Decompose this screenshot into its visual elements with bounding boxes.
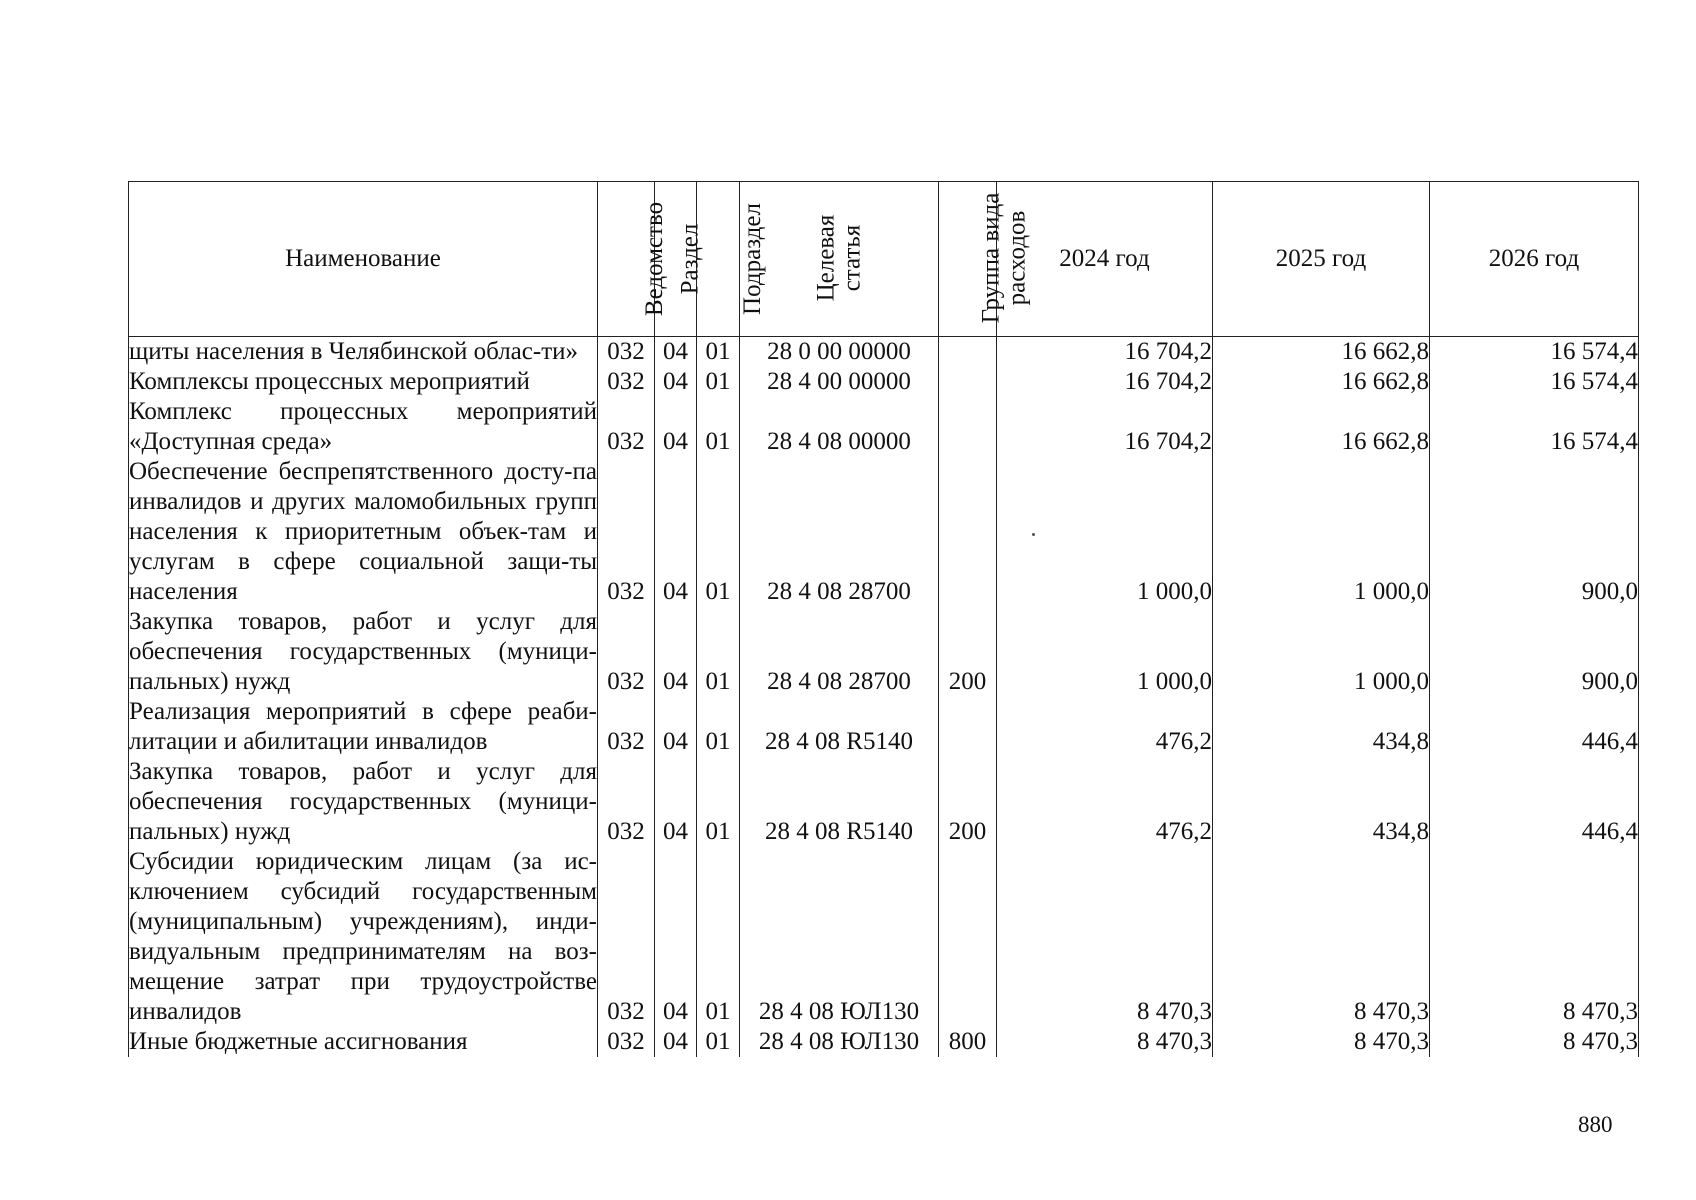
row-2025: 434,8 xyxy=(1213,697,1430,757)
row-target: 28 4 08 ЮЛ130 xyxy=(740,847,939,1027)
row-section: 04 xyxy=(655,337,697,368)
row-2026: 16 574,4 xyxy=(1430,367,1639,397)
table-row xyxy=(129,337,1639,368)
row-subsection: 01 xyxy=(697,847,740,1027)
row-group xyxy=(939,457,997,607)
page-number: 880 xyxy=(1578,1112,1613,1137)
row-2026: 446,4 xyxy=(1430,757,1639,847)
row-dept: 032 xyxy=(598,367,655,397)
row-target: 28 4 08 28700 xyxy=(740,607,939,697)
budget-table xyxy=(128,181,1639,1057)
row-section: 04 xyxy=(655,697,697,757)
row-subsection: 01 xyxy=(697,757,740,847)
table-row xyxy=(129,607,1639,697)
row-subsection: 01 xyxy=(697,697,740,757)
row-name: Субсидии юридическим лицам (за ис-ключением субсидий государственным (муниципальным) учреждениям), инди-видуальным предпринимателям на воз-мещение затрат при трудоустройстве инвалидов xyxy=(129,848,597,1025)
row-target: 28 4 08 00000 xyxy=(740,397,939,457)
row-name: Иные бюджетные ассигнования xyxy=(129,1027,598,1057)
row-2026: 8 470,3 xyxy=(1430,847,1639,1027)
row-group xyxy=(939,367,997,397)
header-target-text: Целевая статья xyxy=(811,214,865,302)
row-dept: 032 xyxy=(598,397,655,457)
table-row xyxy=(129,1027,1639,1057)
table-row xyxy=(129,847,1639,1027)
header-target xyxy=(740,182,939,337)
table-row xyxy=(129,697,1639,757)
row-dept: 032 xyxy=(598,697,655,757)
header-section: Раздел xyxy=(655,182,697,337)
row-group xyxy=(939,847,997,1027)
row-dept: 032 xyxy=(598,457,655,607)
header-row xyxy=(129,182,1639,337)
row-group: 200 xyxy=(939,757,997,847)
row-group xyxy=(939,397,997,457)
row-group: 800 xyxy=(939,1027,997,1057)
row-2026: 8 470,3 xyxy=(1430,1027,1639,1057)
header-2024: 2024 год xyxy=(997,182,1213,337)
row-section: 04 xyxy=(655,757,697,847)
row-subsection: 01 xyxy=(697,607,740,697)
row-2025: 434,8 xyxy=(1213,757,1430,847)
table-row xyxy=(129,367,1639,397)
row-name: Комплекс процессных мероприятий «Доступная среда» xyxy=(129,398,597,455)
row-2024: 1 000,0 xyxy=(997,607,1213,697)
row-2024: 1 000,0 xyxy=(997,457,1213,607)
header-2026: 2026 год xyxy=(1430,182,1639,337)
row-name: Реализация мероприятий в сфере реаби-литации и абилитации инвалидов xyxy=(129,698,597,755)
row-name: Обеспечение беспрепятственного досту-па инвалидов и других маломобильных групп населения к приоритетным объек-там и услугам в сфере социальной защи-ты населения xyxy=(129,458,597,605)
row-section: 04 xyxy=(655,1027,697,1057)
row-target: 28 4 00 00000 xyxy=(740,367,939,397)
row-name: Закупка товаров, работ и услуг для обеспечения государственных (муници-пальных) нужд xyxy=(129,758,597,845)
row-group: 200 xyxy=(939,607,997,697)
table-row xyxy=(129,457,1639,607)
row-group xyxy=(939,337,997,368)
row-subsection: 01 xyxy=(697,1027,740,1057)
row-2024: 16 704,2 xyxy=(997,337,1213,368)
row-target: 28 4 08 ЮЛ130 xyxy=(740,1027,939,1057)
row-name: щиты населения в Челябинской облас-ти» xyxy=(129,337,598,368)
row-target: 28 4 08 28700 xyxy=(740,457,939,607)
row-dept: 032 xyxy=(598,1027,655,1057)
row-2026: 16 574,4 xyxy=(1430,337,1639,368)
row-2024: 16 704,2 xyxy=(997,367,1213,397)
row-group xyxy=(939,697,997,757)
row-2025: 16 662,8 xyxy=(1213,367,1430,397)
row-subsection: 01 xyxy=(697,397,740,457)
row-section: 04 xyxy=(655,607,697,697)
row-2026: 16 574,4 xyxy=(1430,397,1639,457)
header-dept: Ведомство xyxy=(598,182,655,337)
row-dept: 032 xyxy=(598,607,655,697)
row-target: 28 4 08 R5140 xyxy=(740,757,939,847)
row-subsection: 01 xyxy=(697,337,740,368)
row-2025: 16 662,8 xyxy=(1213,397,1430,457)
row-section: 04 xyxy=(655,457,697,607)
row-target: 28 4 08 R5140 xyxy=(740,697,939,757)
row-2024: 16 704,2 xyxy=(997,397,1213,457)
row-2024: 476,2 xyxy=(997,757,1213,847)
row-2024: 8 470,3 xyxy=(997,847,1213,1027)
row-dept: 032 xyxy=(598,337,655,368)
header-group xyxy=(939,182,1031,337)
row-2025: 1 000,0 xyxy=(1213,607,1430,697)
header-subsection: Подраздел xyxy=(697,182,740,337)
row-subsection: 01 xyxy=(697,457,740,607)
row-2025: 8 470,3 xyxy=(1213,847,1430,1027)
row-section: 04 xyxy=(655,847,697,1027)
table-row xyxy=(129,757,1639,847)
row-subsection: 01 xyxy=(697,367,740,397)
row-name: Комплексы процессных мероприятий xyxy=(129,367,598,397)
row-2026: 900,0 xyxy=(1430,607,1639,697)
row-target: 28 0 00 00000 xyxy=(740,337,939,368)
header-name: Наименование xyxy=(129,182,598,337)
row-2026: 446,4 xyxy=(1430,697,1639,757)
row-name: Закупка товаров, работ и услуг для обеспечения государственных (муници-пальных) нужд xyxy=(129,608,597,695)
row-2025: 8 470,3 xyxy=(1213,1027,1430,1057)
row-2025: 1 000,0 xyxy=(1213,457,1430,607)
row-2025: 16 662,8 xyxy=(1213,337,1430,368)
row-dept: 032 xyxy=(598,757,655,847)
header-2025: 2025 год xyxy=(1213,182,1430,337)
row-dept: 032 xyxy=(598,847,655,1027)
header-group-text: Группа вида расходов xyxy=(977,192,1031,324)
row-2024: 8 470,3 xyxy=(997,1027,1213,1057)
row-2026: 900,0 xyxy=(1430,457,1639,607)
row-2024: 476,2 xyxy=(997,697,1213,757)
row-section: 04 xyxy=(655,397,697,457)
row-section: 04 xyxy=(655,367,697,397)
table-row xyxy=(129,397,1639,457)
